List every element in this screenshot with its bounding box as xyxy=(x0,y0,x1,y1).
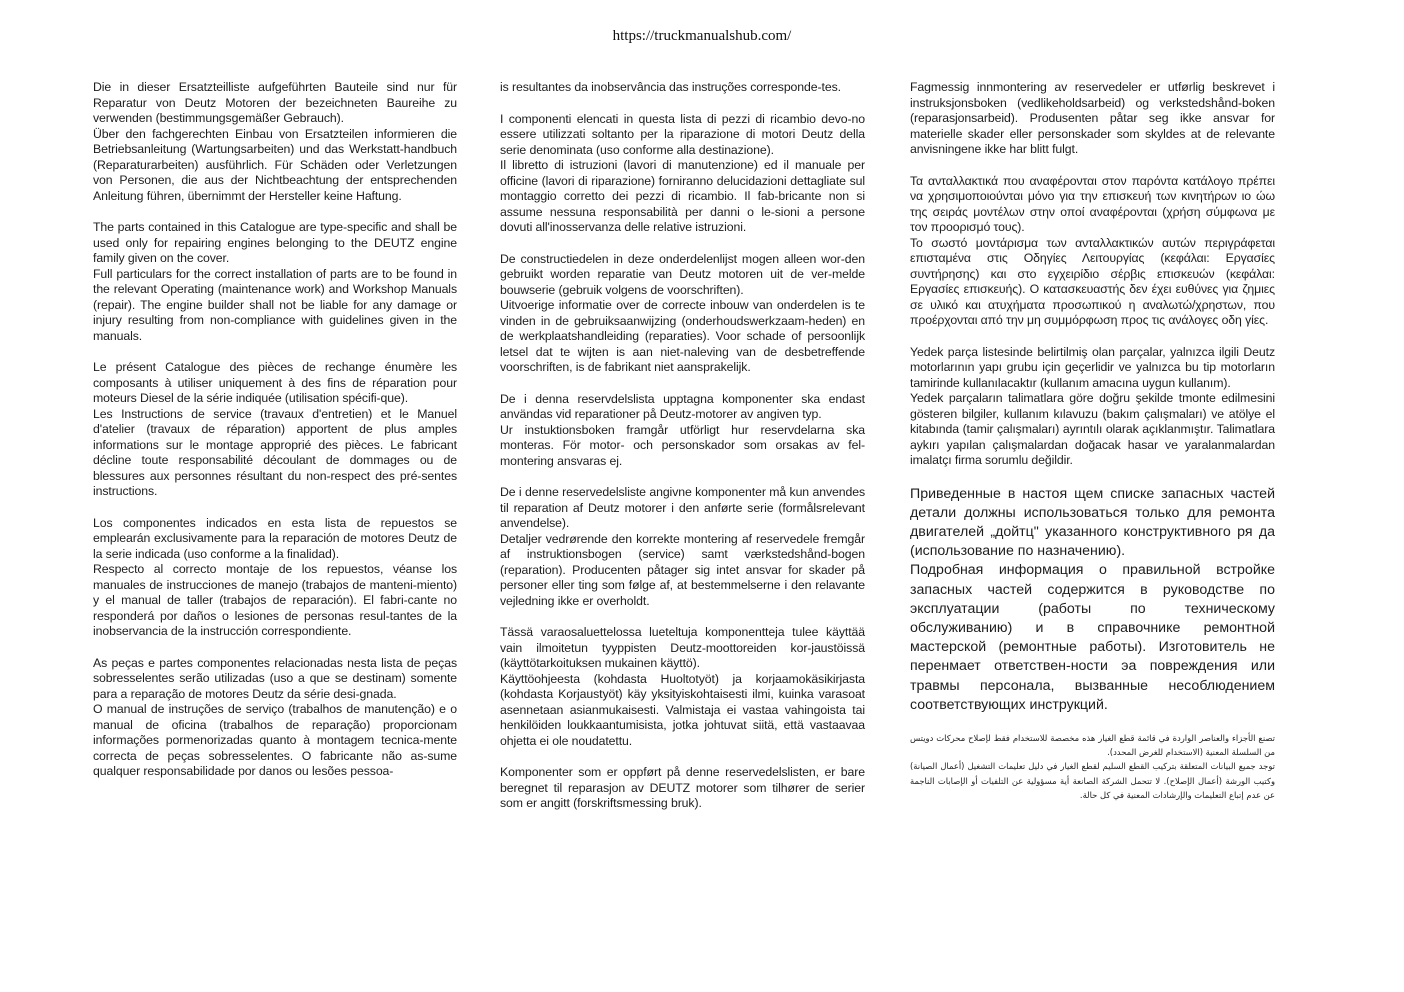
paragraph-german: Die in dieser Ersatzteilliste aufgeführten Bauteile sind nur für Reparatur von Deutz Motoren der bezeichneten Baureihe zu verwenden (bestimmungsgemäßer Gebrauch). Über den fachgerechten Einbau von Ersatzteilen informieren die Betriebsanleitung (Wartungsarbeiten) und das Werkstatt-handbuch (Reparaturarbeiten) ausführlich. Für Schäden oder Verletzungen von Personen, die aus der Nichtbeachtung der entsprechenden Anleitung führen, übernimmt der Hersteller keine Haftung. xyxy=(93,80,457,203)
paragraph-italian: I componenti elencati in questa lista di pezzi di ricambio devo-no essere utilizzati soltanto per la riparazione di motori Deutz della serie denominata (uso conforme alla destinazione). Il libretto di istruzioni (lavori di manutenzione) ed il manuale per officine (lavori di riparazione) forniranno delucidazioni dettagliate sul montaggio corretto dei pezzi di ricambio. Il fab-bricante non si assume nessuna responsabilità per danni o le-sioni a persone dovuti all'inosservanza delle relative istruzioni. xyxy=(500,111,865,234)
paragraph-greek: Τα ανταλλακτικά που αναφέρονται στον παρόντα κατάλογο πρέπει να χρησιμοποιούνται μόνο για την επισκευή των κινητήρων ιο ώω της σειράς μοντέλων στην οποί αναφέρονται (χρήση σύμφωνα με τον προορισμό τους). Το σωστό μοντάρισμα των ανταλλακτικών αυτών περιγράφεται επισταμένα στις Οδηγίες Λειτουργίας (κεφάλαι: Εργασίες συντήρησης) και στο εγχειρίδιο σέρβις επισκευών (κεφάλαι: Εργασίες επισκευής). Ο κατασκευαστής δεν έχει ευθύνες για ζημιες σε υλικό και ατυχήματα προσωπικού η αναλωτώ/χρηστων, που προέρχονται από την μη συμμόρφωση προς τις ανάλογες οδη γίες. xyxy=(910,173,1275,327)
paragraph-english: The parts contained in this Catalogue are type-specific and shall be used only for repairing engines belonging to the DEUTZ engine family given on the cover. Full particulars for the correct installation of parts are to be found in the relevant Operating (maintenance work) and Workshop Manuals (repair). The engine builder shall not be liable for any damage or injury resulting from non-compliance with guidelines given in the manuals. xyxy=(93,220,457,343)
text-column-3 xyxy=(910,80,1275,818)
paragraph-swedish: De i denna reservdelslista upptagna komponenter ska endast användas vid reparationer på Deutz-motorer av angiven typ. Ur instuktionsboken framgår utförligt hur reservdelarna ska monteras. För motor- och personskador som orsakas av fel-montering ansvaras ej. xyxy=(500,391,865,468)
paragraph-spanish: Los componentes indicados en esta lista de repuestos se emplearán exclusivamente para la reparación de motores Deutz de la serie indicada (uso conforme a la finalidad). Respecto al correcto montaje de los repuestos, véanse los manuales de instrucciones de manejo (trabajos de manteni-miento) y el manual de taller (trabajos de reparación). El fabri-cante no responderá por daños o lesiones de personas resul-tantes de la inobservancia de la instrucción correspondiente. xyxy=(93,515,457,638)
paragraph-norwegian: Komponenter som er oppført på denne reservedelslisten, er bare beregnet til reparasjon av DEUTZ motorer som tilhører de serier som er angitt (forskriftsmessing bruk). xyxy=(500,765,865,810)
source-url: https://truckmanualshub.com/ xyxy=(612,28,792,44)
paragraph-dutch: De constructiedelen in deze onderdelenlijst mogen alleen wor-den gebruikt worden reparatie van Deutz motoren uit de ver-melde bouwserie (gebruik volgens de voorschriften). Uitvoerige informatie over de correcte inbouw van onderdelen is te vinden in de gebruiksaanwijzing (onderhoudswerkzaam-heden) en de werkplaatshandleiding (reparaties). Voor schade of persoonlijk letsel dat te wijten is aan niet-naleving van de desbetreffende voorschriften, is de fabrikant niet aansprakelijk. xyxy=(500,251,865,374)
paragraph-russian: Приведенные в настоя щем списке запасных частей детали должны использоваться только для ремонта двигателей „дойтц" указанного конструктивного ря да (использование по назначению). Подробная информация о правильной встройке запасных частей содержится в руководстве по эксплуатации (работы по техническому обслуживанию) и в справочнике ремонтной мастерской (ремонтные работы). Изготовитель не перенмает ответствен-ности эа повреждения или травмы персонала, вызванные несоблюдением соответствующих инструкций. xyxy=(910,485,1275,713)
paragraph-finnish: Tässä varaosaluettelossa lueteltuja komponentteja tulee käyttää vain ilmoitetun tyyppisten Deutz-moottoreiden kor-jaustöissä (käyttötarkoituksen mukainen käyttö). Käyttöohjeesta (kohdasta Huoltotyöt) ja korjaamokäsikirjasta (kohdasta Korjaustyöt) käy yksityiskohtaisesti ilmi, kuinka varasoat asennetaan asianmukaisesti. Valmistaja ei vastaa vahingoista tai henkilöiden loukkaantumisista, jotka johtuvat siitä, että vastaavaa ohjetta ei ole noudatettu. xyxy=(500,625,865,748)
paragraph-arabic: تصنع الأجزاء والعناصر الواردة في قائمة قطع الغيار هذه مخصصة للاستخدام فقط لإصلاح محركات دويتس من السلسلة المعنية (الاستخدام للغرض المحدد). توجد جميع البيانات المتعلقة بتركيب القطع السليم لقطع الغيار في دليل تعليمات التشغيل (أعمال الصيانة) وكتيب الورشة (أعمال الإصلاح). لا تتحمل الشركة الصانعة أية مسؤولية عن التلفيات أو الإصابات الناجمة عن عدم إتباع التعليمات والإرشادات المعنية في كل حالة. xyxy=(910,732,1275,800)
paragraph-portuguese-cont: is resultantes da inobservância das instruções corresponde-tes. xyxy=(500,80,841,94)
paragraph-norwegian-cont: Fagmessig innmontering av reservedeler er utførlig beskrevet i instruksjonsboken (vedlikeholdsarbeid) og verkstedshånd-boken (reparasjonsarbeid). Produsenten påtar seg ikke ansvar for materielle skader eller personskader som skyldes at de relevante anvisningene ikke har blitt fulgt. xyxy=(910,80,1275,156)
paragraph-turkish: Yedek parça listesinde belirtilmiş olan parçalar, yalnızca ilgili Deutz motorlarının yapı grubu için geçerlidir ve yalnızca bu tip motorların tamirinde kullanılacaktır (kullanım amacına uygun kullanım). Yedek parçaların talimatlara göre doğru şekilde tmonte edilmesini gösteren bilgiler, kullanım kılavuzu (bakım çalışmaları) ve atölye el kitabında (tamir çalışmaları) ayrıntılı olarak açıklanmıştır. Talimatlara aykırı yapılan çalışmalardan doğacak hasar ve yaralanmalardan imalatçı firma sorumlu değildir. xyxy=(910,344,1275,467)
paragraph-french: Le présent Catalogue des pièces de rechange énumère les composants à utiliser uniquement à des fins de réparation pour moteurs Diesel de la série indiquée (utilisation spécifi-que). Les Instructions de service (travaux d'entretien) et le Manuel d'atelier (travaux de réparation) apportent de plus amples informations sur le montage approprié des pièces. Le fabricant décline toute responsabilité découlant de dommages ou de blessures aux personnes résultant du non-respect des pré-sentes instructions. xyxy=(93,360,457,498)
text-column-1 xyxy=(93,80,457,796)
text-column-2 xyxy=(500,80,865,828)
paragraph-portuguese: As peças e partes componentes relacionadas nesta lista de peças sobresselentes serão utilizadas (uso a que se destinam) somente para a reparação de motores Deutz da série desi-gnada. O manual de instruções de serviço (trabalhos de manutenção) e o manual de oficina (trabalhos de reparação) proporcionam informações pormenorizadas quanto à montagem tecnica-mente correcta de peças sobresselentes. O fabricante não as-sume qualquer responsabilidade por danos ou lesões pessoa- xyxy=(93,655,457,778)
paragraph-danish: De i denne reservedelsliste angivne komponenter må kun anvendes til reparation af Deutz motorer i den anførte serie (formålsrelevant anvendelse). Detaljer vedrørende den korrekte montering af reservedele fremgår af instruktionsbogen (service) samt værkstedshånd-bogen (reparation). Producenten påtager sig intet ansvar for skader på personer eller ting som følge af, at bestemmelserne i den relavante vejledning ikke er overholdt. xyxy=(500,485,865,608)
